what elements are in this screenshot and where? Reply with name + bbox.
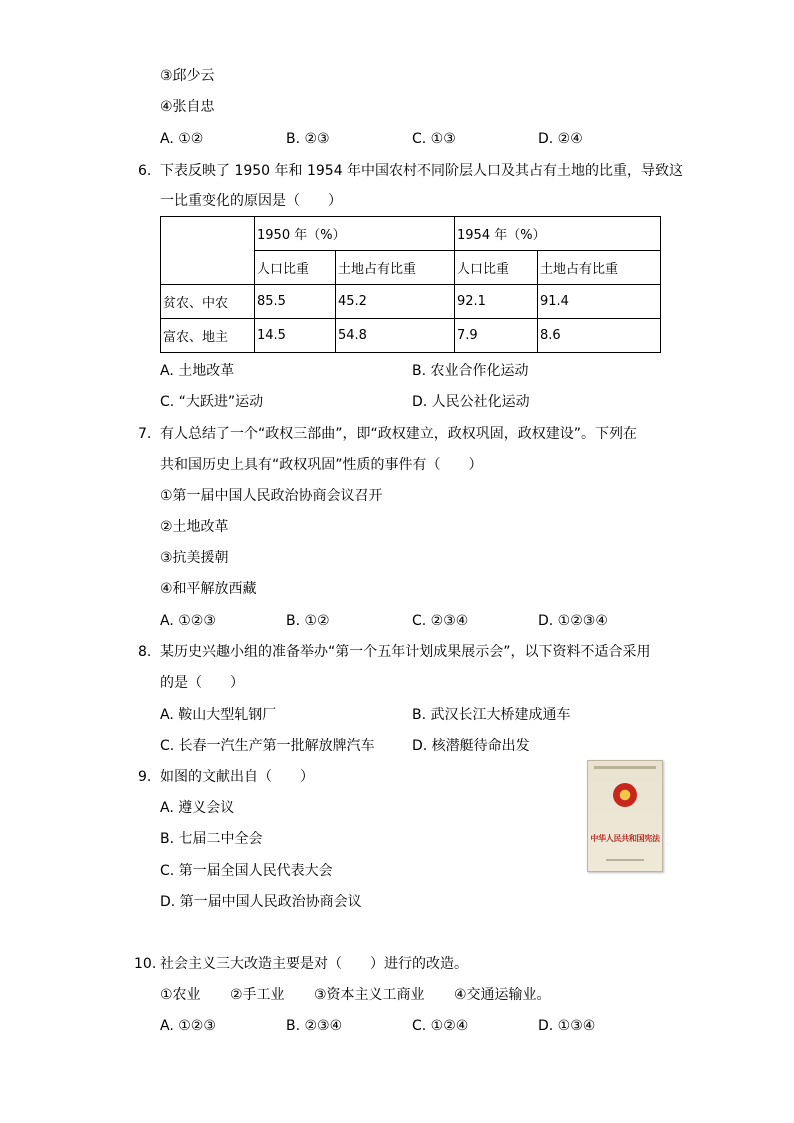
q7-item-1: ①第一届中国人民政治协商会议召开 bbox=[160, 488, 383, 504]
q6-option-b[interactable]: B. 农业合作化运动 bbox=[412, 363, 529, 379]
q10-option-a[interactable]: A. ①②③ bbox=[160, 1018, 216, 1034]
table-row bbox=[161, 319, 661, 353]
table-cell: 7.9 bbox=[455, 319, 538, 353]
q9-number: 9. bbox=[138, 769, 152, 785]
table-row-label: 贫农、中农 bbox=[161, 285, 255, 319]
table-row bbox=[161, 285, 661, 319]
q7-number: 7. bbox=[138, 426, 152, 442]
q5-item-4: ④张自忠 bbox=[160, 99, 215, 115]
q10-option-d[interactable]: D. ①③④ bbox=[538, 1018, 596, 1034]
q7-item-3: ③抗美援朝 bbox=[160, 550, 229, 566]
q10-stem: 社会主义三大改造主要是对（ ）进行的改造。 bbox=[160, 956, 468, 972]
book-header-rule bbox=[594, 766, 656, 769]
q10-item-1: ①农业 bbox=[160, 987, 201, 1003]
national-emblem-icon bbox=[613, 783, 637, 807]
q10-option-c[interactable]: C. ①②④ bbox=[412, 1018, 469, 1034]
q8-number: 8. bbox=[138, 644, 152, 660]
q7-option-d[interactable]: D. ①②③④ bbox=[538, 613, 608, 629]
table-cell: 91.4 bbox=[538, 285, 661, 319]
q6-stem-line2: 一比重变化的原因是（ ） bbox=[160, 193, 342, 209]
q6-option-a[interactable]: A. 土地改革 bbox=[160, 363, 235, 379]
table-corner-cell bbox=[161, 217, 255, 285]
q10-option-b[interactable]: B. ②③④ bbox=[286, 1018, 343, 1034]
book-publisher-rule bbox=[606, 859, 644, 861]
q8-option-b[interactable]: B. 武汉长江大桥建成通车 bbox=[412, 707, 571, 723]
table-subheader: 人口比重 bbox=[255, 251, 336, 285]
q5-option-a[interactable]: A. ①② bbox=[160, 131, 204, 147]
q7-item-4: ④和平解放西藏 bbox=[160, 581, 257, 597]
book-title: 中华人民共和国宪法 bbox=[590, 833, 660, 843]
q5-option-b[interactable]: B. ②③ bbox=[286, 131, 330, 147]
q9-option-a[interactable]: A. 遵义会议 bbox=[160, 800, 235, 816]
table-subheader: 人口比重 bbox=[455, 251, 538, 285]
q9-option-d[interactable]: D. 第一届中国人民政治协商会议 bbox=[160, 894, 362, 910]
q8-option-c[interactable]: C. 长春一汽生产第一批解放牌汽车 bbox=[160, 738, 375, 754]
q6-number: 6. bbox=[138, 163, 152, 179]
q10-number: 10. bbox=[134, 956, 157, 972]
q7-option-c[interactable]: C. ②③④ bbox=[412, 613, 469, 629]
table-cell: 92.1 bbox=[455, 285, 538, 319]
table-subheader: 土地占有比重 bbox=[336, 251, 455, 285]
table-row-label: 富农、地主 bbox=[161, 319, 255, 353]
table-header-1954: 1954 年（%） bbox=[455, 217, 661, 251]
table-cell: 85.5 bbox=[255, 285, 336, 319]
q10-item-3: ③资本主义工商业 bbox=[314, 987, 425, 1003]
q8-stem-line2: 的是（ ） bbox=[160, 675, 244, 691]
q6-stem-line1: 下表反映了 1950 年和 1954 年中国农村不同阶层人口及其占有土地的比重，导致这 bbox=[160, 163, 684, 179]
q9-stem: 如图的文献出自（ ） bbox=[160, 769, 314, 785]
q7-stem-line1: 有人总结了一个“政权三部曲”，即“政权建立，政权巩固，政权建设”。下列在 bbox=[160, 426, 638, 442]
q10-item-4: ④交通运输业。 bbox=[454, 987, 551, 1003]
q6-option-d[interactable]: D. 人民公社化运动 bbox=[412, 394, 530, 410]
constitution-book-image bbox=[587, 760, 663, 872]
q5-item-3: ③邱少云 bbox=[160, 68, 215, 84]
q8-option-a[interactable]: A. 鞍山大型轧钢厂 bbox=[160, 707, 277, 723]
q5-option-c[interactable]: C. ①③ bbox=[412, 131, 456, 147]
table-header-1950: 1950 年（%） bbox=[255, 217, 455, 251]
table-cell: 45.2 bbox=[336, 285, 455, 319]
q5-option-d[interactable]: D. ②④ bbox=[538, 131, 583, 147]
table-cell: 54.8 bbox=[336, 319, 455, 353]
q9-option-b[interactable]: B. 七届二中全会 bbox=[160, 831, 263, 847]
table-cell: 14.5 bbox=[255, 319, 336, 353]
q7-option-b[interactable]: B. ①② bbox=[286, 613, 330, 629]
q8-option-d[interactable]: D. 核潜艇待命出发 bbox=[412, 738, 530, 754]
q8-stem-line1: 某历史兴趣小组的准备举办“第一个五年计划成果展示会”，以下资料不适合采用 bbox=[160, 644, 651, 660]
q7-stem-line2: 共和国历史上具有“政权巩固”性质的事件有（ ） bbox=[160, 457, 483, 473]
q6-data-table bbox=[160, 216, 661, 353]
q10-item-2: ②手工业 bbox=[230, 987, 285, 1003]
q7-option-a[interactable]: A. ①②③ bbox=[160, 613, 216, 629]
table-subheader: 土地占有比重 bbox=[538, 251, 661, 285]
table-cell: 8.6 bbox=[538, 319, 661, 353]
q6-option-c[interactable]: C. “大跃进”运动 bbox=[160, 394, 264, 410]
q9-option-c[interactable]: C. 第一届全国人民代表大会 bbox=[160, 863, 333, 879]
q7-item-2: ②土地改革 bbox=[160, 519, 229, 535]
